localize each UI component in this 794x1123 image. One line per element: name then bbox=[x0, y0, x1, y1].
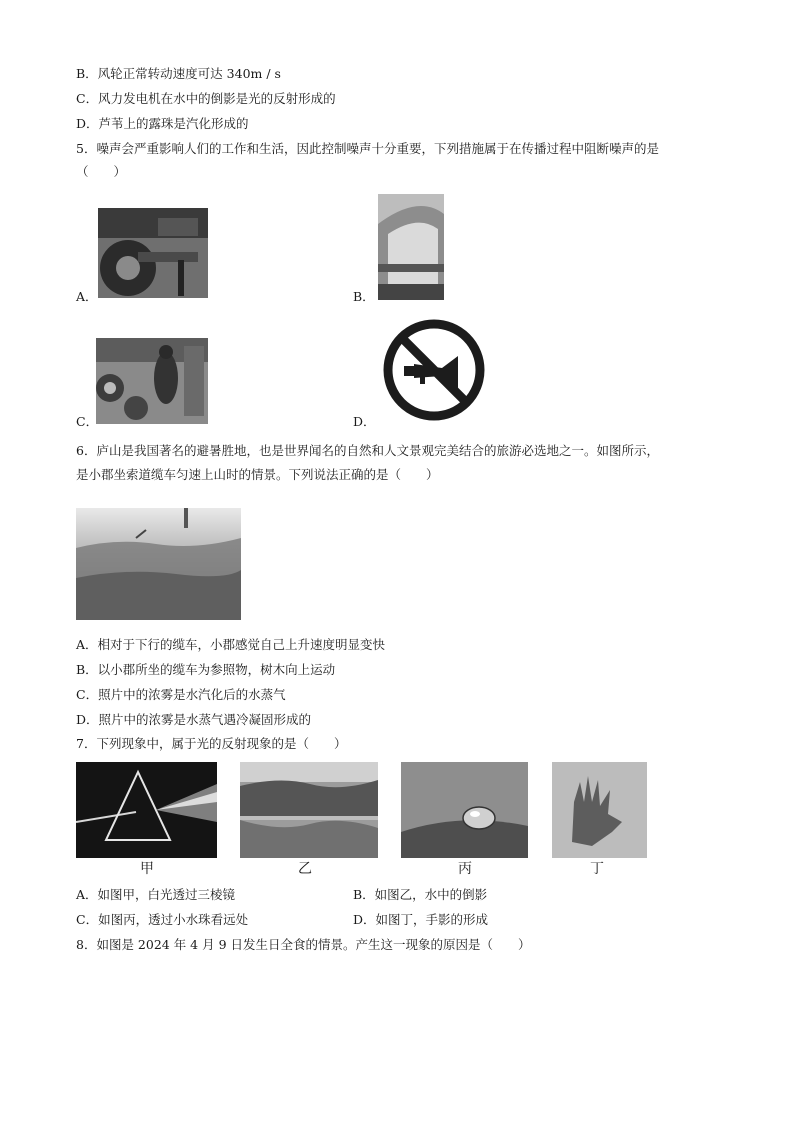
q7-image-ding-hand-shadow bbox=[552, 762, 647, 858]
q5-label-c: C． bbox=[76, 414, 99, 429]
q7-caption-yi: 乙 bbox=[298, 861, 312, 877]
q5-label-a: A． bbox=[76, 289, 98, 304]
option-b-wind-speed: B．风轮正常转动速度可达 340m / s bbox=[76, 66, 281, 81]
q6-option-d: D．照片中的浓雾是水蒸气遇冷凝固形成的 bbox=[76, 712, 312, 727]
q5-image-a-machine bbox=[98, 208, 208, 298]
q7-option-a: A．如图甲，白光透过三棱镜 bbox=[76, 887, 236, 902]
q5-image-d-no-horn-sign bbox=[382, 318, 486, 422]
q7-caption-jia: 甲 bbox=[140, 861, 154, 877]
q5-image-b-barrier bbox=[378, 194, 444, 300]
q7-image-bing-water-drop bbox=[401, 762, 528, 858]
q6-stem-line1: 6．庐山是我国著名的避暑胜地，也是世界闻名的自然和人文景观完美结合的旅游必选地之一。如图所示， bbox=[76, 443, 659, 458]
q7-option-d: D．如图丁，手影的形成 bbox=[353, 912, 489, 927]
q5-label-b: B． bbox=[353, 289, 375, 304]
q7-image-yi-reflection bbox=[240, 762, 378, 858]
q7-option-b: B．如图乙，水中的倒影 bbox=[353, 887, 488, 902]
q5-answer-paren: （ ） bbox=[76, 164, 127, 179]
q5-image-c-factory-worker bbox=[96, 338, 208, 424]
q7-image-jia-prism bbox=[76, 762, 217, 858]
option-d-dew: D．芦苇上的露珠是汽化形成的 bbox=[76, 116, 249, 131]
q7-caption-bing: 丙 bbox=[458, 861, 472, 877]
q7-stem: 7．下列现象中，属于光的反射现象的是（ ） bbox=[76, 736, 347, 751]
q6-option-b: B．以小郡所坐的缆车为参照物，树木向上运动 bbox=[76, 662, 336, 677]
q5-stem: 5．噪声会严重影响人们的工作和生活，因此控制噪声十分重要，下列措施属于在传播过程中阻断噪声的是 bbox=[76, 141, 659, 156]
q6-option-c: C．照片中的浓雾是水汽化后的水蒸气 bbox=[76, 687, 286, 702]
q8-stem: 8．如图是 2024 年 4 月 9 日发生日全食的情景。产生这一现象的原因是（ ） bbox=[76, 937, 531, 952]
q5-label-d: D． bbox=[353, 414, 376, 429]
q6-option-a: A．相对于下行的缆车，小郡感觉自己上升速度明显变快 bbox=[76, 637, 386, 652]
q6-image-cable-car-fog bbox=[76, 508, 241, 620]
q6-stem-line2: 是小郡坐索道缆车匀速上山时的情景。下列说法正确的是（ ） bbox=[76, 467, 439, 482]
q7-option-c: C．如图丙，透过小水珠看远处 bbox=[76, 912, 249, 927]
option-c-reflection: C．风力发电机在水中的倒影是光的反射形成的 bbox=[76, 91, 336, 106]
q7-caption-ding: 丁 bbox=[590, 861, 604, 877]
